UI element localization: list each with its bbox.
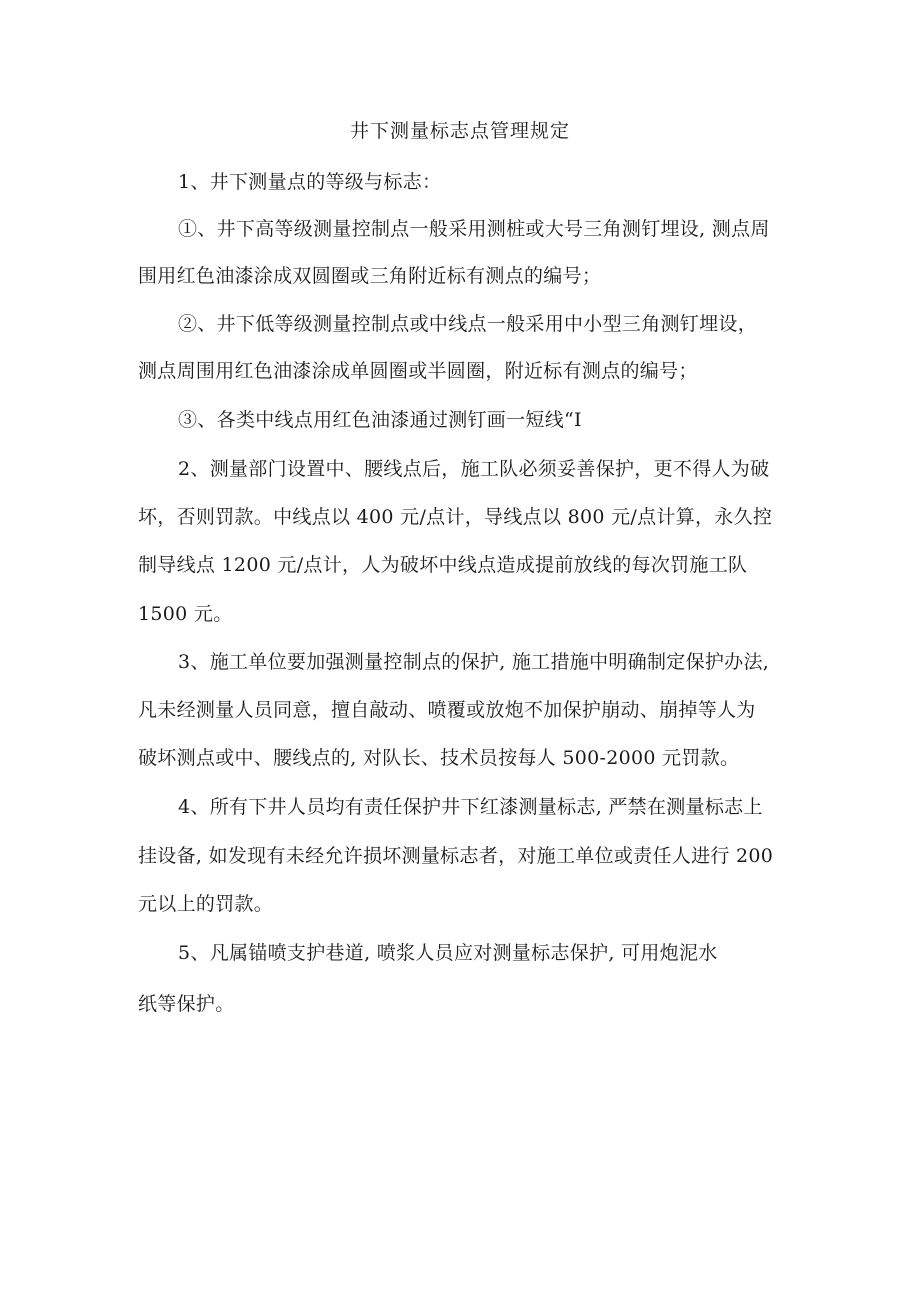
section-1-item-2-line-2: 测点周围用红色油漆涂成单圆圈或半圆圈，附近标有测点的编号； bbox=[138, 360, 698, 382]
section-3-line-3: 破坏测点或中、腰线点的, 对队长、技术员按每人 500-2000 元罚款。 bbox=[138, 747, 740, 769]
section-5-line-1: 5、凡属锚喷支护巷道, 喷浆人员应对测量标志保护, 可用炮泥水 bbox=[178, 942, 718, 964]
section-1-heading: 1、井下测量点的等级与标志： bbox=[178, 171, 442, 193]
section-4-line-3: 元以上的罚款。 bbox=[138, 893, 274, 915]
section-3-line-1: 3、施工单位要加强测量控制点的保护, 施工措施中明确制定保护办法, bbox=[178, 651, 770, 673]
section-2-line-1: 2、测量部门设置中、腰线点后，施工队必须妥善保护，更不得人为破 bbox=[178, 458, 770, 480]
section-3-line-2: 凡未经测量人员同意，擅自敲动、喷覆或放炮不加保护崩动、崩掉等人为 bbox=[138, 699, 756, 721]
section-1-item-3-line-1: ③、各类中线点用红色油漆通过测钉画一短线“I bbox=[178, 409, 582, 431]
section-2-line-2: 坏，否则罚款。中线点以 400 元/点计，导线点以 800 元/点计算，永久控 bbox=[138, 506, 773, 528]
section-4-line-2: 挂设备, 如发现有未经允许损坏测量标志者，对施工单位或责任人进行 200 bbox=[138, 845, 774, 867]
section-1-item-1-line-2: 围用红色油漆涂成双圆圈或三角附近标有测点的编号； bbox=[138, 265, 602, 287]
document-title: 井下测量标志点管理规定 bbox=[349, 120, 570, 142]
section-5-line-2: 纸等保护。 bbox=[138, 993, 235, 1015]
section-4-line-1: 4、所有下井人员均有责任保护井下红漆测量标志, 严禁在测量标志上 bbox=[178, 796, 763, 818]
section-2-line-3: 制导线点 1200 元/点计，人为破坏中线点造成提前放线的每次罚施工队 bbox=[138, 554, 748, 576]
section-1-item-1-line-1: ①、井下高等级测量控制点一般采用测桩或大号三角测钉埋设, 测点周 bbox=[178, 218, 770, 240]
section-2-line-4: 1500 元。 bbox=[138, 603, 233, 625]
section-1-item-2-line-1: ②、井下低等级测量控制点或中线点一般采用中小型三角测钉埋设， bbox=[178, 313, 758, 335]
